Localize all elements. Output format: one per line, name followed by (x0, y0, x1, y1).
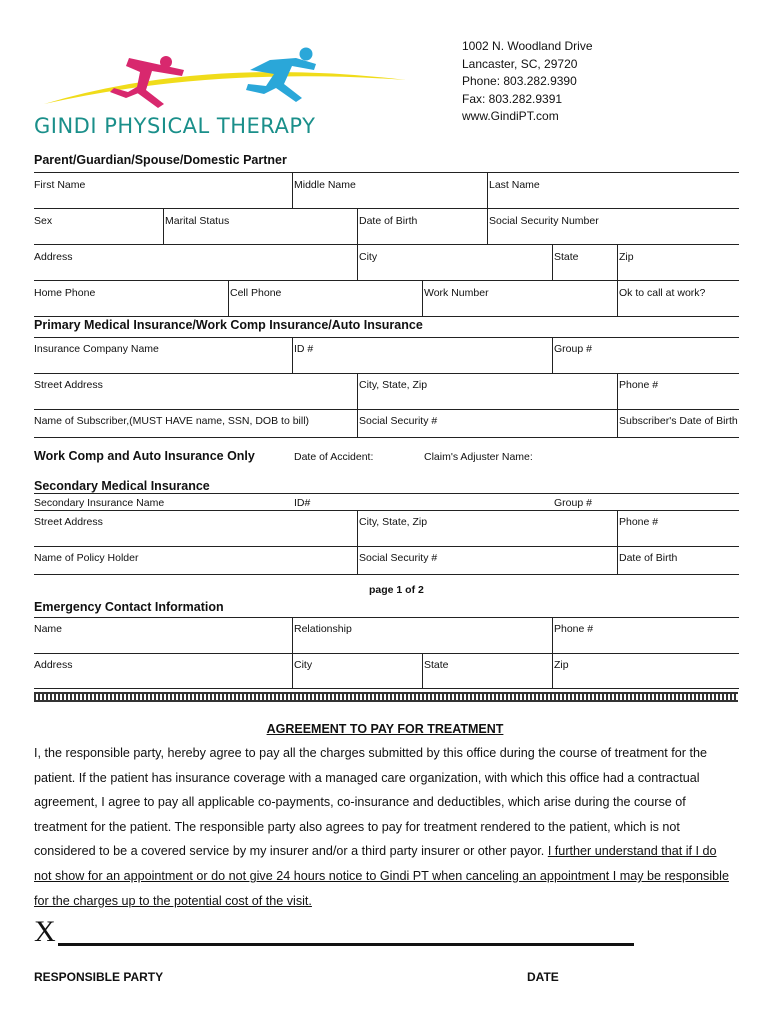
emergency-address-field[interactable]: Address (34, 659, 73, 671)
marital-status-field[interactable]: Marital Status (165, 215, 230, 227)
emergency-zip-field[interactable]: Zip (554, 659, 569, 671)
responsible-party-label: RESPONSIBLE PARTY (34, 970, 164, 984)
insurance-company-field[interactable]: Insurance Company Name (34, 343, 159, 355)
dob-field[interactable]: Date of Birth (359, 215, 418, 227)
relationship-field[interactable]: Relationship (294, 623, 352, 635)
sex-field[interactable]: Sex (34, 215, 53, 227)
home-phone-field[interactable]: Home Phone (34, 287, 96, 299)
primary-insurance-title: Primary Medical Insurance/Work Comp Insurance/Auto Insurance (34, 318, 423, 332)
zip-field[interactable]: Zip (619, 251, 634, 263)
adjuster-name-field[interactable]: Claim's Adjuster Name: (424, 451, 533, 463)
guardian-section-title: Parent/Guardian/Spouse/Domestic Partner (34, 153, 287, 167)
last-name-field[interactable]: Last Name (489, 179, 540, 191)
date-of-accident-field[interactable]: Date of Accident: (294, 451, 374, 463)
phone-field[interactable]: Phone # (619, 379, 659, 391)
address-line: 1002 N. Woodland Drive (462, 39, 593, 53)
page-indicator: page 1 of 2 (369, 584, 424, 596)
signature-x-mark: X (34, 915, 56, 948)
date-label: DATE (527, 970, 559, 984)
address-line: Lancaster, SC, 29720 (462, 56, 578, 71)
secondary-phone-field[interactable]: Phone # (619, 516, 659, 528)
secondary-ssn-field[interactable]: Social Security # (359, 552, 438, 564)
work-comp-title: Work Comp and Auto Insurance Only (34, 449, 255, 463)
emergency-contact-title: Emergency Contact Information (34, 600, 224, 614)
ok-to-call-field[interactable]: Ok to call at work? (619, 287, 706, 299)
id-field[interactable]: ID # (294, 343, 314, 355)
city-state-zip-field[interactable]: City, State, Zip (359, 379, 428, 391)
secondary-dob-field[interactable]: Date of Birth (619, 552, 678, 564)
subscriber-name-field[interactable]: Name of Subscriber,(MUST HAVE name, SSN, DOB to bill) (34, 415, 310, 427)
dotted-divider (34, 692, 738, 702)
secondary-id-field[interactable]: ID# (294, 497, 311, 509)
agreement-underlined-clause: I further understand that if I do not show for an appointment or do not give 24 hours notice to Gindi PT when canceling an appointment I may be responsible for the charges up to the potential cost of the visit. (34, 844, 729, 908)
practice-address (462, 38, 593, 126)
secondary-insurance-title: Secondary Medical Insurance (34, 479, 210, 493)
policy-holder-field[interactable]: Name of Policy Holder (34, 552, 139, 564)
signature-line[interactable] (58, 943, 634, 946)
emergency-state-field[interactable]: State (424, 659, 449, 671)
ssn-field[interactable]: Social Security Number (489, 215, 599, 227)
phone-line: Phone: 803.282.9390 (462, 74, 577, 88)
cell-phone-field[interactable]: Cell Phone (230, 287, 282, 299)
city-field[interactable]: City (359, 251, 378, 263)
practice-name: GINDI PHYSICAL THERAPY (34, 114, 316, 138)
agreement-text (34, 741, 734, 913)
work-number-field[interactable]: Work Number (424, 287, 489, 299)
secondary-city-state-zip-field[interactable]: City, State, Zip (359, 516, 428, 528)
agreement-body: I, the responsible party, hereby agree to pay all the charges submitted by this office during the course of treatment for the patient. If the patient has insurance coverage with a managed care organization, with which this office had a contractual agreement, I agree to pay all applicable co-payments, co-insurance and deductibles, which arise during the course of treatment for the patient. The responsible party also agrees to pay for treatment rendered to the patient, which is not considered to be a covered service by my insurer and/or a third party insurer or other payor. (34, 746, 707, 859)
first-name-field[interactable]: First Name (34, 179, 86, 191)
state-field[interactable]: State (554, 251, 579, 263)
website-line: www.GindiPT.com (462, 109, 559, 123)
address-field[interactable]: Address (34, 251, 73, 263)
practice-logo (34, 40, 424, 120)
group-field[interactable]: Group # (554, 343, 592, 355)
secondary-insurance-name-field[interactable]: Secondary Insurance Name (34, 497, 165, 509)
secondary-street-field[interactable]: Street Address (34, 516, 103, 528)
agreement-title: AGREEMENT TO PAY FOR TREATMENT (266, 722, 504, 736)
middle-name-field[interactable]: Middle Name (294, 179, 356, 191)
emergency-phone-field[interactable]: Phone # (554, 623, 594, 635)
subscriber-dob-field[interactable]: Subscriber's Date of Birth (619, 415, 738, 427)
subscriber-ssn-field[interactable]: Social Security # (359, 415, 438, 427)
emergency-city-field[interactable]: City (294, 659, 313, 671)
secondary-group-field[interactable]: Group # (554, 497, 592, 509)
emergency-name-field[interactable]: Name (34, 623, 63, 635)
street-address-field[interactable]: Street Address (34, 379, 103, 391)
fax-line: Fax: 803.282.9391 (462, 91, 563, 106)
